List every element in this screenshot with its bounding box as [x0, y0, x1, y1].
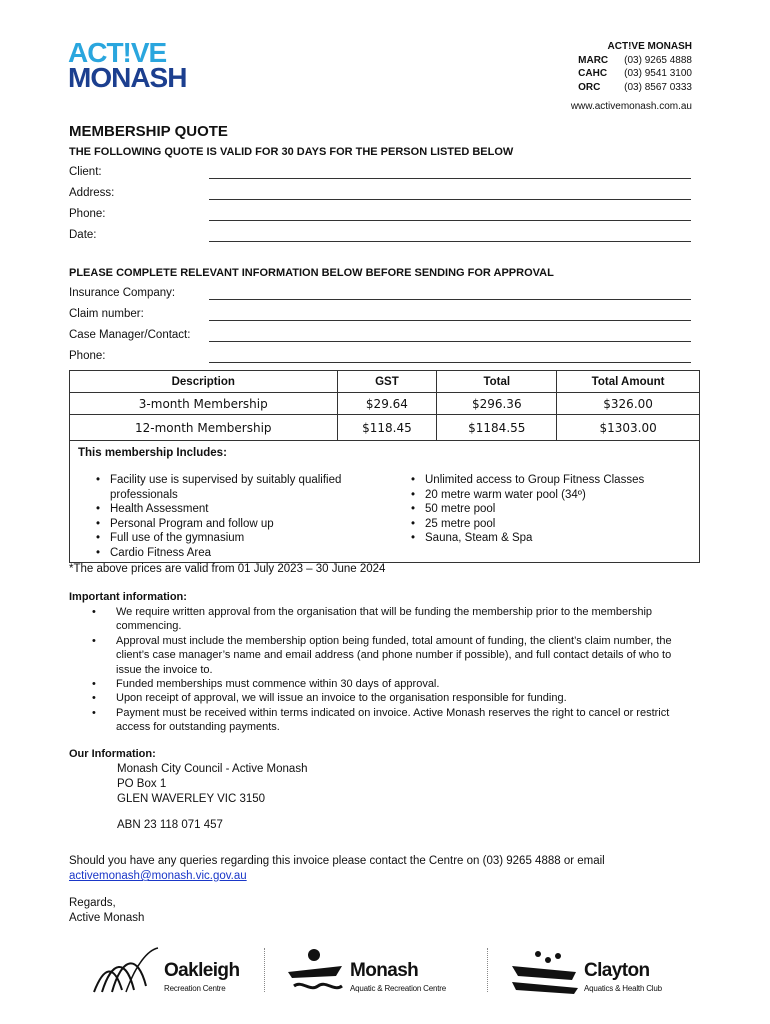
- monash-name: Monash: [350, 960, 419, 981]
- oakleigh-logo: [92, 946, 252, 998]
- clayton-logo: [508, 946, 688, 998]
- important-info-title: Important information:: [69, 591, 187, 603]
- membership-description: 12-month Membership: [70, 415, 338, 441]
- regards-line: Regards,: [69, 897, 116, 909]
- query-paragraph: [69, 854, 699, 884]
- field-label: Address:: [69, 187, 115, 199]
- important-info-list: [92, 605, 692, 735]
- field-label: Phone:: [69, 208, 106, 220]
- column-header: Description: [70, 371, 338, 393]
- active-monash-logo: [68, 37, 208, 96]
- field-label: Client:: [69, 166, 102, 178]
- website-link[interactable]: www.activemonash.com.au: [570, 101, 692, 112]
- list-item: • Approval must include the membership option being funded, total amount of funding, the client’s claim number, the client’s case manager’s name and email address (and phone number if possible), and full contact details of who to issue the invoice to.: [92, 634, 692, 677]
- contact-key: CAHC: [578, 68, 608, 79]
- membership-includes-box: [69, 439, 700, 563]
- list-item: • Unlimited access to Group Fitness Classes: [407, 473, 697, 488]
- list-item: • 20 metre warm water pool (34º): [407, 488, 697, 503]
- contact-org: ACT!VE MONASH: [607, 41, 692, 52]
- field-label: Date:: [69, 229, 97, 241]
- monash-logo: [284, 946, 474, 998]
- contact-key: MARC: [578, 54, 609, 66]
- list-item: • Health Assessment: [92, 502, 352, 517]
- date-field[interactable]: [69, 229, 691, 245]
- claim-number-field[interactable]: [69, 308, 691, 324]
- contact-block: [571, 40, 692, 114]
- clayton-swimmer-icon: [508, 946, 580, 996]
- footer-divider: [487, 948, 488, 992]
- includes-title: This membership Includes:: [78, 447, 227, 459]
- contact-phone-table: [578, 54, 692, 95]
- includes-list-right: [407, 473, 697, 546]
- table-header-row: [70, 371, 700, 393]
- contact-row: [578, 67, 692, 81]
- query-text: Should you have any queries regarding this invoice please contact the Centre on (03) 9265 4888 or email: [69, 855, 605, 867]
- total-amount-value: $1303.00: [557, 415, 700, 441]
- contact-phone: (03) 9265 4888: [624, 54, 692, 66]
- list-item: • Payment must be received within terms indicated on invoice. Active Monash reserves the right to cancel or restrict access for outstanding payments.: [92, 706, 692, 735]
- column-header: Total: [437, 371, 557, 393]
- regards-line: Active Monash: [69, 912, 145, 924]
- list-item: • 50 metre pool: [407, 502, 697, 517]
- approval-section-title: PLEASE COMPLETE RELEVANT INFORMATION BELOW BEFORE SENDING FOR APPROVAL: [69, 267, 554, 279]
- address-line: PO Box 1: [117, 778, 167, 790]
- field-underline[interactable]: [209, 362, 691, 363]
- client-field[interactable]: [69, 166, 691, 182]
- field-underline[interactable]: [209, 299, 691, 300]
- monash-sub: Aquatic & Recreation Centre: [350, 984, 446, 993]
- field-label: Phone:: [69, 350, 106, 362]
- oakleigh-name: Oakleigh: [164, 960, 240, 981]
- table-row: [70, 415, 700, 441]
- quote-table: [69, 370, 700, 441]
- list-item: • Personal Program and follow up: [92, 517, 352, 532]
- regards-block: [69, 896, 144, 926]
- list-item: • Funded memberships must commence within 30 days of approval.: [92, 677, 692, 691]
- field-underline[interactable]: [209, 341, 691, 342]
- list-item: • Sauna, Steam & Spa: [407, 531, 697, 546]
- price-validity-note: *The above prices are valid from 01 July 2023 – 30 June 2024: [69, 563, 386, 575]
- contact-row: [578, 54, 692, 68]
- field-label: Insurance Company:: [69, 287, 176, 299]
- address-field[interactable]: [69, 187, 691, 203]
- total-value: $1184.55: [437, 415, 557, 441]
- logo-line-2: MONASH: [68, 62, 187, 93]
- case-manager-field[interactable]: [69, 329, 691, 345]
- membership-description: 3-month Membership: [70, 393, 338, 415]
- oakleigh-swoosh-icon: [92, 946, 162, 996]
- gst-value: $118.45: [337, 415, 437, 441]
- swimmer-icon: [284, 946, 348, 996]
- our-info-address: [117, 762, 307, 807]
- list-item: • Cardio Fitness Area: [92, 546, 352, 561]
- field-underline[interactable]: [209, 241, 691, 242]
- gst-value: $29.64: [337, 393, 437, 415]
- page-subtitle: THE FOLLOWING QUOTE IS VALID FOR 30 DAYS FOR THE PERSON LISTED BELOW: [69, 146, 514, 158]
- footer-divider: [264, 948, 265, 992]
- list-item: • Upon receipt of approval, we will issue an invoice to the organisation responsible for funding.: [92, 691, 692, 705]
- includes-list-left: [92, 473, 352, 561]
- field-underline[interactable]: [209, 199, 691, 200]
- column-header: Total Amount: [557, 371, 700, 393]
- page-title: MEMBERSHIP QUOTE: [69, 123, 228, 140]
- clayton-name: Clayton: [584, 960, 650, 981]
- list-item: • 25 metre pool: [407, 517, 697, 532]
- contact-phone: (03) 8567 0333: [624, 81, 692, 93]
- field-label: Case Manager/Contact:: [69, 329, 191, 341]
- total-value: $296.36: [437, 393, 557, 415]
- email-link[interactable]: activemonash@monash.vic.gov.au: [69, 870, 247, 882]
- address-line: GLEN WAVERLEY VIC 3150: [117, 793, 266, 805]
- table-row: [70, 393, 700, 415]
- field-underline[interactable]: [209, 178, 691, 179]
- column-header: GST: [337, 371, 437, 393]
- phone-field[interactable]: [69, 208, 691, 224]
- insurance-company-field[interactable]: [69, 287, 691, 303]
- logo-line-1: ACT!VE: [68, 37, 167, 68]
- field-underline[interactable]: [209, 320, 691, 321]
- total-amount-value: $326.00: [557, 393, 700, 415]
- contact-phone-field[interactable]: [69, 350, 691, 366]
- list-item: • Facility use is supervised by suitably qualified professionals: [92, 473, 352, 502]
- field-label: Claim number:: [69, 308, 144, 320]
- our-info-title: Our Information:: [69, 748, 156, 760]
- contact-key: ORC: [578, 81, 601, 93]
- clayton-sub: Aquatics & Health Club: [584, 984, 662, 993]
- contact-phone: (03) 9541 3100: [624, 68, 692, 79]
- field-underline[interactable]: [209, 220, 691, 221]
- address-line: Monash City Council - Active Monash: [117, 763, 308, 775]
- list-item: • Full use of the gymnasium: [92, 531, 352, 546]
- contact-row: [578, 81, 692, 95]
- abn-number: ABN 23 118 071 457: [117, 819, 223, 831]
- oakleigh-sub: Recreation Centre: [164, 984, 226, 993]
- list-item: • We require written approval from the organisation that will be funding the membership prior to the membership commencing.: [92, 605, 692, 634]
